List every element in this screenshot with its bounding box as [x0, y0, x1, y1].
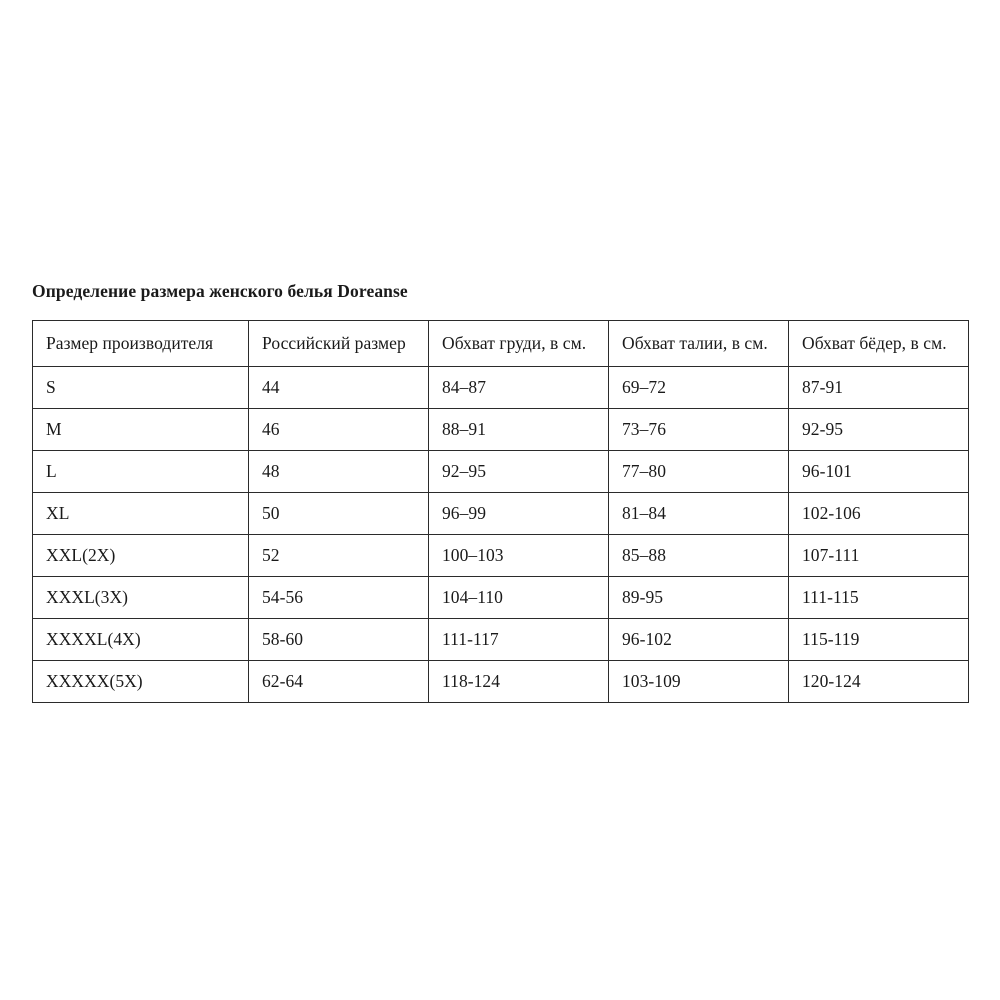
table-cell: XXL(2X) — [33, 535, 249, 577]
table-cell: 92-95 — [789, 409, 969, 451]
table-cell: 111-117 — [429, 619, 609, 661]
table-cell: 103-109 — [609, 661, 789, 703]
table-cell: 115-119 — [789, 619, 969, 661]
table-cell: 96-102 — [609, 619, 789, 661]
table-header-row — [33, 321, 969, 367]
table-cell: 96–99 — [429, 493, 609, 535]
table-row — [33, 535, 969, 577]
table-cell: 58-60 — [249, 619, 429, 661]
table-cell: 77–80 — [609, 451, 789, 493]
table-cell: 96-101 — [789, 451, 969, 493]
table-cell: 111-115 — [789, 577, 969, 619]
table-cell: XXXXL(4X) — [33, 619, 249, 661]
table-header-cell: Обхват бёдер, в см. — [789, 321, 969, 367]
table-cell: 73–76 — [609, 409, 789, 451]
table-cell: 52 — [249, 535, 429, 577]
table-cell: L — [33, 451, 249, 493]
table-row — [33, 493, 969, 535]
table-cell: 48 — [249, 451, 429, 493]
table-cell: 84–87 — [429, 367, 609, 409]
table-cell: 102-106 — [789, 493, 969, 535]
table-cell: XXXXX(5X) — [33, 661, 249, 703]
table-cell: 104–110 — [429, 577, 609, 619]
table-header-cell: Обхват талии, в см. — [609, 321, 789, 367]
page-title: Определение размера женского белья Doreanse — [32, 281, 408, 301]
table-cell: 50 — [249, 493, 429, 535]
table-cell: 46 — [249, 409, 429, 451]
table-row — [33, 619, 969, 661]
table-cell: 100–103 — [429, 535, 609, 577]
table-cell: 69–72 — [609, 367, 789, 409]
size-chart-table — [32, 320, 969, 703]
table-row — [33, 409, 969, 451]
table-cell: 54-56 — [249, 577, 429, 619]
table-cell: 44 — [249, 367, 429, 409]
table-row — [33, 367, 969, 409]
table-row — [33, 661, 969, 703]
table-row — [33, 451, 969, 493]
table-header-cell: Российский размер — [249, 321, 429, 367]
table-cell: XXXL(3X) — [33, 577, 249, 619]
table-cell: 87-91 — [789, 367, 969, 409]
table-cell: S — [33, 367, 249, 409]
table-header-cell: Размер производителя — [33, 321, 249, 367]
table-cell: 85–88 — [609, 535, 789, 577]
table-cell: 92–95 — [429, 451, 609, 493]
table-cell: M — [33, 409, 249, 451]
table-cell: XL — [33, 493, 249, 535]
table-cell: 62-64 — [249, 661, 429, 703]
table-cell: 81–84 — [609, 493, 789, 535]
table-cell: 118-124 — [429, 661, 609, 703]
table-cell: 89-95 — [609, 577, 789, 619]
table-cell: 120-124 — [789, 661, 969, 703]
table-row — [33, 577, 969, 619]
table-cell: 107-111 — [789, 535, 969, 577]
table-cell: 88–91 — [429, 409, 609, 451]
table-header-cell: Обхват груди, в см. — [429, 321, 609, 367]
